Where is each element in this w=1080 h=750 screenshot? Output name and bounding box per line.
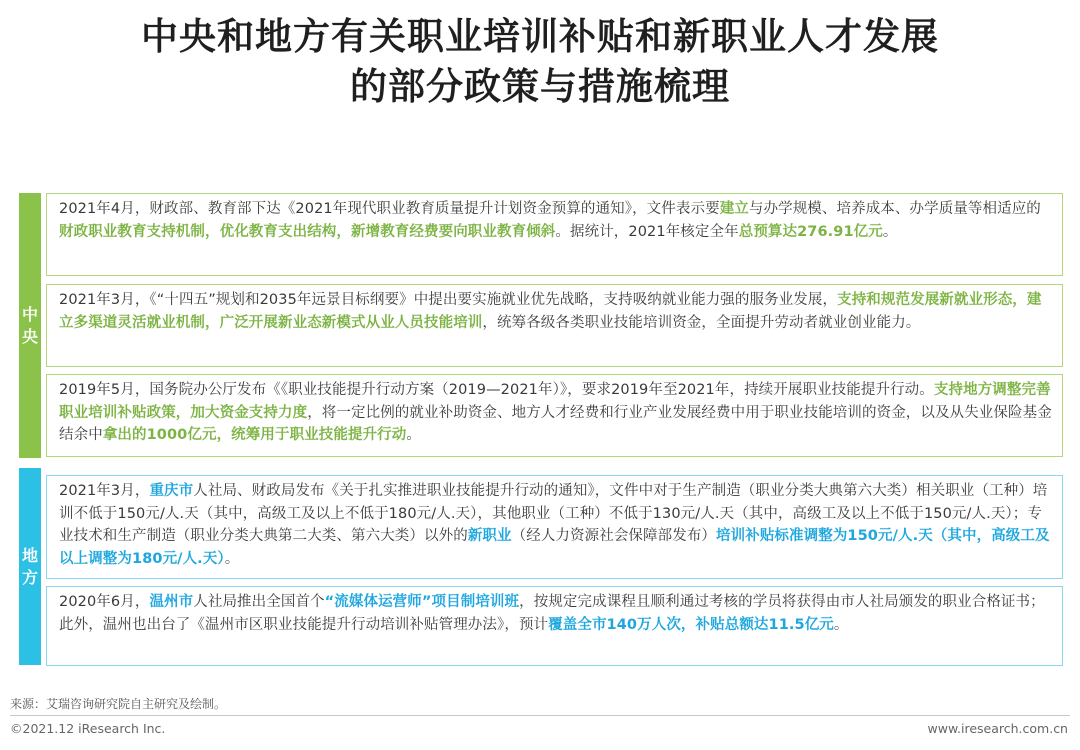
- highlighted-text: 建立: [719, 201, 749, 217]
- website-url: www.iresearch.com.cn: [927, 721, 1068, 736]
- highlighted-text: 重庆市: [149, 483, 194, 499]
- policy-item-central-3: [46, 374, 1063, 457]
- policy-text-segment: 2019年5月，国务院办公厅发布《《职业技能提升行动方案（2019—2021年）》，要求2019年至2021年，持续开展职业技能提升行动。: [59, 382, 934, 398]
- policy-text-segment: 。: [406, 427, 421, 443]
- copyright-text: ©2021.12 iResearch Inc.: [10, 721, 166, 736]
- page-title: [0, 12, 1080, 112]
- policy-text-segment: 。: [833, 616, 849, 633]
- highlighted-text: 培训补贴标准调整为150元/人.天（其中，高级工及以上调整为180元/人.天）: [59, 528, 1050, 567]
- policy-item-central-2: [46, 284, 1063, 367]
- title-line-1: 中央和地方有关职业培训补贴和新职业人才发展: [141, 15, 939, 58]
- policy-text-segment: ，将一定比例的就业补助资金、地方人才经费和行业产业发展经费中用于职业技能培训的资金，以及从失业保险基金结余中: [59, 404, 1052, 443]
- policy-item-central-1: [46, 193, 1063, 276]
- policy-text-segment: 。据统计，2021年核定全年: [555, 223, 739, 240]
- policy-text-segment: 人社局推出全国首个: [193, 594, 325, 610]
- highlighted-text: 拿出的1000亿元，统筹用于职业技能提升行动: [102, 427, 407, 443]
- policy-text: [59, 198, 1052, 243]
- policy-text: [59, 289, 1052, 334]
- policy-text-segment: ，按规定完成课程且顺利通过考核的学员将获得由市人社局颁发的职业合格证书；此外，温州也出台了《温州市区职业技能提升行动培训补贴管理办法》，预计: [59, 594, 1045, 633]
- highlighted-text: 覆盖全市140万人次，补贴总额达11.5亿元: [548, 616, 834, 633]
- section-label-char: 中: [21, 304, 38, 324]
- policy-text-segment: ，统筹各级各类职业技能培训资金，全面提升劳动者就业创业能力。: [482, 314, 921, 331]
- policy-text: [59, 480, 1052, 570]
- footer-divider: [10, 715, 1070, 716]
- policy-text-segment: 2021年3月，: [59, 483, 150, 499]
- policy-text-segment: 人社局、财政局发布《关于扎实推进职业技能提升行动的通知》，文件中对于生产制造（职业分类大典第六大类）相关职业（工种）培训不低于150元/人.天（其中，高级工及以上不低于180元/人.天），其他职业（工种）不低于130元/人.天（其中，高级工及以上不低于150元/人.天）；专业技术和生产制造（职业分类大典第二大类、第六大类）以外的: [59, 483, 1048, 544]
- policy-text: [59, 591, 1052, 636]
- policy-text-segment: 。: [224, 550, 240, 567]
- policy-text: [59, 379, 1052, 447]
- section-label-char: 方: [21, 567, 38, 587]
- section-label-central: [19, 193, 41, 458]
- policy-text-segment: 。: [882, 223, 898, 240]
- policy-text-segment: （经人力资源社会保障部发布）: [511, 528, 717, 544]
- policy-text-segment: 2021年3月，《“十四五”规划和2035年远景目标纲要》中提出要实施就业优先战略，支持吸纳就业能力强的服务业发展，: [59, 292, 838, 308]
- highlighted-text: 新职业: [467, 528, 512, 544]
- source-note: 来源：艾瑞咨询研究院自主研究及绘制。: [10, 697, 227, 711]
- policy-text-segment: 与办学规模、培养成本、办学质量等相适应的: [748, 201, 1041, 217]
- highlighted-text: 支持地方调整完善职业培训补贴政策，加大资金支持力度: [59, 382, 1051, 421]
- highlighted-text: “流媒体运营师”项目制培训班: [324, 594, 520, 610]
- title-line-2: 的部分政策与措施梳理: [350, 65, 730, 108]
- section-label-local: [19, 468, 41, 665]
- section-label-char: 地: [21, 545, 38, 565]
- policy-item-local-2: [46, 586, 1063, 666]
- highlighted-text: 财政职业教育支持机制，优化教育支出结构，新增教育经费要向职业教育倾斜: [59, 223, 556, 240]
- policy-text-segment: 2020年6月，: [59, 594, 150, 610]
- highlighted-text: 温州市: [149, 594, 194, 610]
- policy-text-segment: 2021年4月，财政部、教育部下达《2021年现代职业教育质量提升计划资金预算的通知》，文件表示要: [59, 201, 720, 217]
- policy-item-local-1: [46, 475, 1063, 579]
- section-label-char: 央: [21, 326, 38, 346]
- highlighted-text: 支持和规范发展新就业形态，建立多渠道灵活就业机制，广泛开展新业态新模式从业人员技能培训: [59, 292, 1042, 331]
- highlighted-text: 总预算达276.91亿元: [738, 223, 883, 240]
